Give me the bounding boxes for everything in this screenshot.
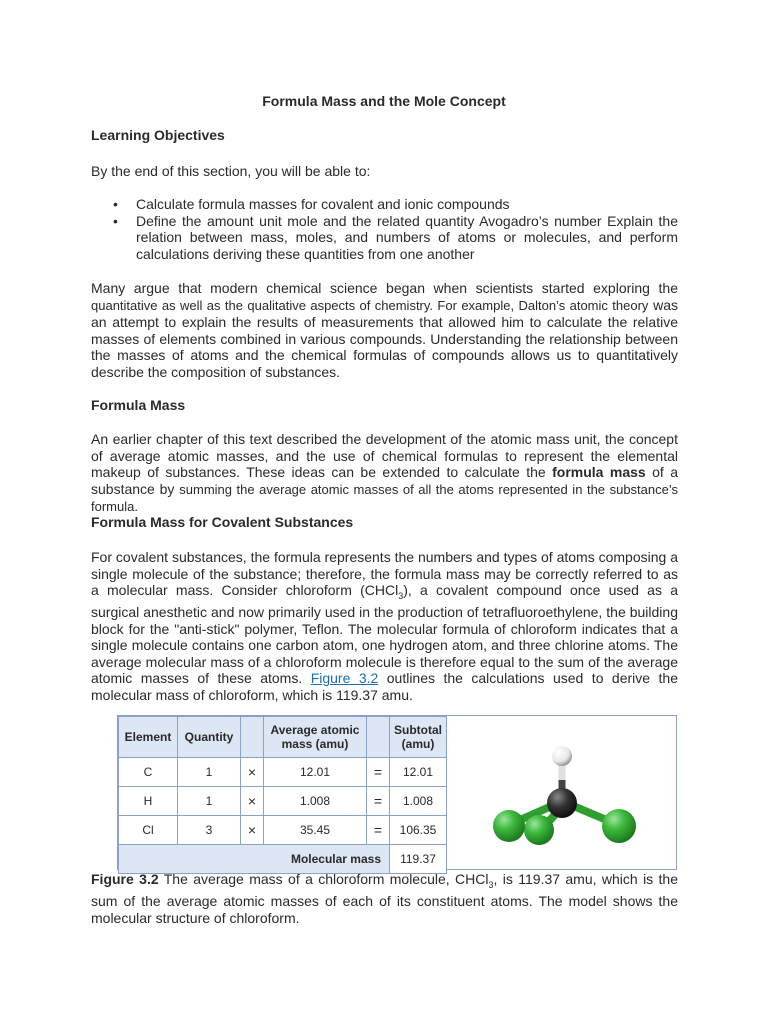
chloroform-molecule-model <box>451 720 676 865</box>
bullet-icon: • <box>113 212 118 229</box>
objective-text: Calculate formula masses for covalent and ionic compounds <box>136 196 510 212</box>
objective-text: Define the amount unit mole and the related quantity Avogadro’s number Explain the relation between mass, moles, and numbers of atoms or molecules, and perform calculations deriving these quantities from one another <box>136 212 678 262</box>
element-cell: C <box>119 758 178 787</box>
objectives-list <box>91 196 678 262</box>
list-item <box>91 213 678 263</box>
chlorine-atom <box>493 810 525 842</box>
total-value: 119.37 <box>390 845 447 874</box>
intro-sentence: was an attempt to explain the results of measurements that allowed him to calculate the relative masses of elements combined in various compounds. Understanding the relationship between the masses of atoms and the chemical formulas of compounds allows us to quantitatively describe the composition of substances. <box>91 296 679 380</box>
column-header: Subtotal (amu) <box>390 717 447 758</box>
equals-cell: = <box>367 816 390 845</box>
paragraph-text: An earlier chapter of this text described the development of the atomic mass unit, the concept of average atomic masses, and the use of chemical formulas to represent the elemental makeup of substances. These ideas can be extended to calculate the <box>91 431 678 480</box>
formula-mass-paragraph <box>91 431 678 516</box>
intro-sentence: Many argue that modern chemical science began when scientists started exploring the <box>91 280 678 296</box>
subtotal-cell: 12.01 <box>390 758 447 787</box>
column-header <box>367 717 390 758</box>
times-cell: × <box>241 758 264 787</box>
chlorine-atom <box>524 815 554 845</box>
column-header: Element <box>119 717 178 758</box>
element-cell: Cl <box>119 816 178 845</box>
table-row <box>119 816 447 845</box>
table-header-row <box>119 717 447 758</box>
quantity-cell: 3 <box>178 816 241 845</box>
table-row <box>119 758 447 787</box>
molecular-mass-table <box>118 716 447 874</box>
quantity-cell: 1 <box>178 787 241 816</box>
times-cell: × <box>241 787 264 816</box>
covalent-heading: Formula Mass for Covalent Substances <box>91 514 354 530</box>
subscript: 3 <box>488 879 494 890</box>
mass-cell: 12.01 <box>264 758 367 787</box>
hydrogen-atom <box>552 746 572 766</box>
chlorine-atom <box>602 809 636 843</box>
table-row <box>119 787 447 816</box>
column-header <box>241 717 264 758</box>
caption-label: Figure 3.2 <box>91 871 159 887</box>
paragraph-text: summing the average atomic masses of all the atoms represented in the substance’s formula. <box>91 481 679 514</box>
mass-cell: 35.45 <box>264 816 367 845</box>
subscript: 3 <box>398 590 404 601</box>
figure-link[interactable]: Figure 3.2 <box>310 670 379 687</box>
equals-cell: = <box>367 787 390 816</box>
page-title: Formula Mass and the Mole Concept <box>262 93 506 109</box>
figure-caption <box>91 871 678 926</box>
formula-mass-heading: Formula Mass <box>91 397 186 413</box>
learning-intro: By the end of this section, you will be able to: <box>91 163 371 179</box>
paragraph-text: ), a covalent compound once used as a surgical anesthetic and now primarily used in the production of tetrafluoroethylene, the building block for the "anti-stick" polymer, Teflon. The molecular formula of chloroform indicates that a single molecule contains one carbon atom, one hydrogen atom, and three chlorine atoms. The average molecular mass of a chloroform molecule is therefore equal to the sum of the average atomic masses of these atoms. <box>91 582 678 687</box>
quantity-cell: 1 <box>178 758 241 787</box>
mass-cell: 1.008 <box>264 787 367 816</box>
paragraph-text: of a substance by <box>91 464 678 497</box>
caption-text: , is 119.37 amu, which is the sum of the average atomic masses of each of its constituent atoms. The model shows the molecular structure of chloroform. <box>91 871 679 926</box>
paragraph-text: For covalent substances, the formula represents the numbers and types of atoms composing a single molecule of the substance; therefore, the formula mass may be correctly referred to as a molecular mass. Consider chloroform (CHCl <box>91 549 678 598</box>
bold-term: formula mass <box>552 464 646 480</box>
list-item <box>91 196 678 213</box>
element-cell: H <box>119 787 178 816</box>
equals-cell: = <box>367 758 390 787</box>
bullet-icon: • <box>113 196 118 212</box>
intro-sentence: quantitative as well as the qualitative aspects of chemistry. For example, Dalton’s atomic theory <box>91 297 649 313</box>
total-label: Molecular mass <box>119 845 390 874</box>
column-header: Quantity <box>178 717 241 758</box>
times-cell: × <box>241 816 264 845</box>
covalent-paragraph <box>91 549 678 703</box>
paragraph-text: outlines the calculations used to derive the molecular mass of chloroform, which is 119.37 amu. <box>91 670 678 703</box>
learning-objectives-heading: Learning Objectives <box>91 127 225 143</box>
caption-text: The average mass of a chloroform molecule, CHCl <box>158 871 489 887</box>
column-header: Average atomic mass (amu) <box>264 717 367 758</box>
intro-paragraph <box>91 280 678 380</box>
figure-3-2 <box>117 715 677 870</box>
table-total-row <box>119 845 447 874</box>
subtotal-cell: 1.008 <box>390 787 447 816</box>
subtotal-cell: 106.35 <box>390 816 447 845</box>
carbon-atom <box>547 788 577 818</box>
